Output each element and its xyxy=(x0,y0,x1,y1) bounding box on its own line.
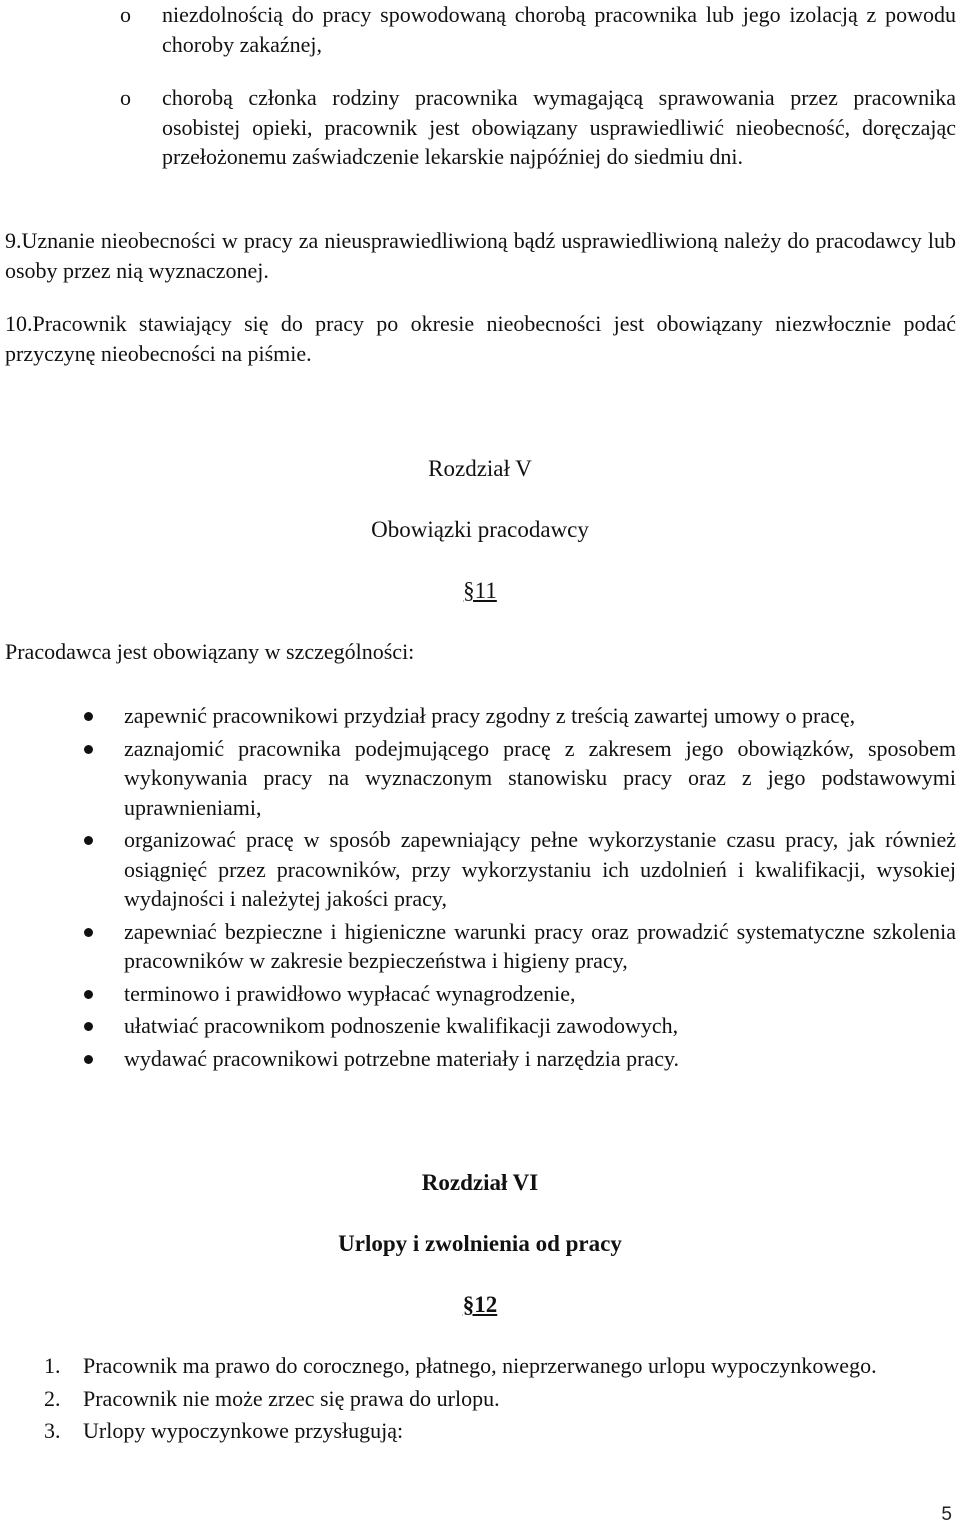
item-number: 3. xyxy=(44,1418,61,1443)
list-item xyxy=(84,701,956,731)
item-number: 1. xyxy=(44,1353,61,1378)
list-item-text: zapewnić pracownikowi przydział pracy zgodny z treścią zawartej umowy o pracę, xyxy=(124,703,856,728)
page-number: 5 xyxy=(941,1504,952,1525)
list-item-text: wydawać pracownikowi potrzebne materiały i narzędzia pracy. xyxy=(124,1045,680,1071)
list-item-text: organizować pracę w sposób zapewniający pełne wykorzystanie czasu pracy, jak również osiągnięć przez pracowników, przy wykorzystaniu ich uzdolnień i kwalifikacji, wysokiej wydajności i należytej jakości pracy, xyxy=(124,827,956,911)
paragraph-9: 9.Uznanie nieobecności w pracy za nieusprawiedliwioną bądź usprawiedliwioną należy do pracodawcy lub osoby przez nią wyznaczonej. xyxy=(5,228,956,283)
list-item-text: ułatwiać pracownikom podnoszenie kwalifikacji zawodowych, xyxy=(124,1013,679,1038)
leave-list xyxy=(44,1351,957,1446)
chapter-6-label: Rozdział VI xyxy=(421,1170,539,1195)
list-item-text: terminowo i prawidłowo wypłacać wynagrodzenie, xyxy=(124,980,576,1006)
numbered-item-text: Pracownik nie może zrzec się prawa do urlopu. xyxy=(83,1385,500,1411)
paragraph-10: 10.Pracownik stawiający się do pracy po okresie nieobecności jest obowiązany niezwłocznie podać przyczynę nieobecności na piśmie. xyxy=(5,311,956,366)
list-marker: o xyxy=(120,2,131,27)
list-item xyxy=(84,917,956,976)
bullet-icon xyxy=(84,1055,93,1064)
duties-list xyxy=(84,701,956,1073)
list-item xyxy=(84,825,956,914)
chapter-5-label: Rozdział V xyxy=(428,456,532,481)
list-item-text: zaznajomić pracownika podejmującego pracę z zakresem jego obowiązków, sposobem wykonywania pracy na wyznaczonym stanowisku pracy oraz z jego podstawowymi uprawnieniami, xyxy=(124,735,956,820)
bullet-icon xyxy=(84,928,93,937)
section-mark: §11 xyxy=(463,578,497,603)
list-marker: o xyxy=(120,85,131,110)
sub-list-item-text: chorobą członka rodziny pracownika wymagającą sprawowania przez pracownika osobistej opieki, pracownik jest obowiązany usprawiedliwić nieobecność, doręczając przełożonemu zaświadczenie lekarskie najpóźniej do siedmiu dni. xyxy=(162,85,956,169)
sub-list-item-text: niezdolnością do pracy spowodowaną chorobą pracownika lub jego izolacją z powodu choroby zakaźnej, xyxy=(162,2,956,57)
sub-list-item xyxy=(120,83,956,172)
sub-list-item xyxy=(120,0,956,59)
bullet-icon xyxy=(84,1022,93,1031)
list-item-text: zapewniać bezpieczne i higieniczne warunki pracy oraz prowadzić systematyczne szkolenia pracowników w zakresie bezpieczeństwa i higieny pracy, xyxy=(124,918,956,973)
chapter-5-intro: Pracodawca jest obowiązany w szczególności: xyxy=(5,639,415,664)
chapter-5-title: Obowiązki pracodawcy xyxy=(371,517,589,542)
section-mark: §12 xyxy=(462,1292,498,1317)
numbered-item-text: Urlopy wypoczynkowe przysługują: xyxy=(83,1418,404,1443)
section-12-heading xyxy=(0,1290,960,1320)
list-item xyxy=(84,734,956,823)
numbered-item xyxy=(44,1384,957,1414)
numbered-item-text: Pracownik ma prawo do corocznego, płatnego, nieprzerwanego urlopu wypoczynkowego. xyxy=(83,1353,877,1378)
bullet-icon xyxy=(84,745,93,754)
sub-list xyxy=(120,0,956,172)
list-item xyxy=(84,1011,956,1041)
bullet-icon xyxy=(84,836,93,845)
section-11-heading xyxy=(0,576,960,606)
bullet-icon xyxy=(84,712,93,721)
numbered-item xyxy=(44,1351,957,1381)
list-item xyxy=(84,1044,956,1074)
list-item xyxy=(84,979,956,1009)
chapter-6-title: Urlopy i zwolnienia od pracy xyxy=(338,1231,622,1256)
numbered-item xyxy=(44,1416,957,1446)
item-number: 2. xyxy=(44,1385,61,1411)
bullet-icon xyxy=(84,990,93,999)
